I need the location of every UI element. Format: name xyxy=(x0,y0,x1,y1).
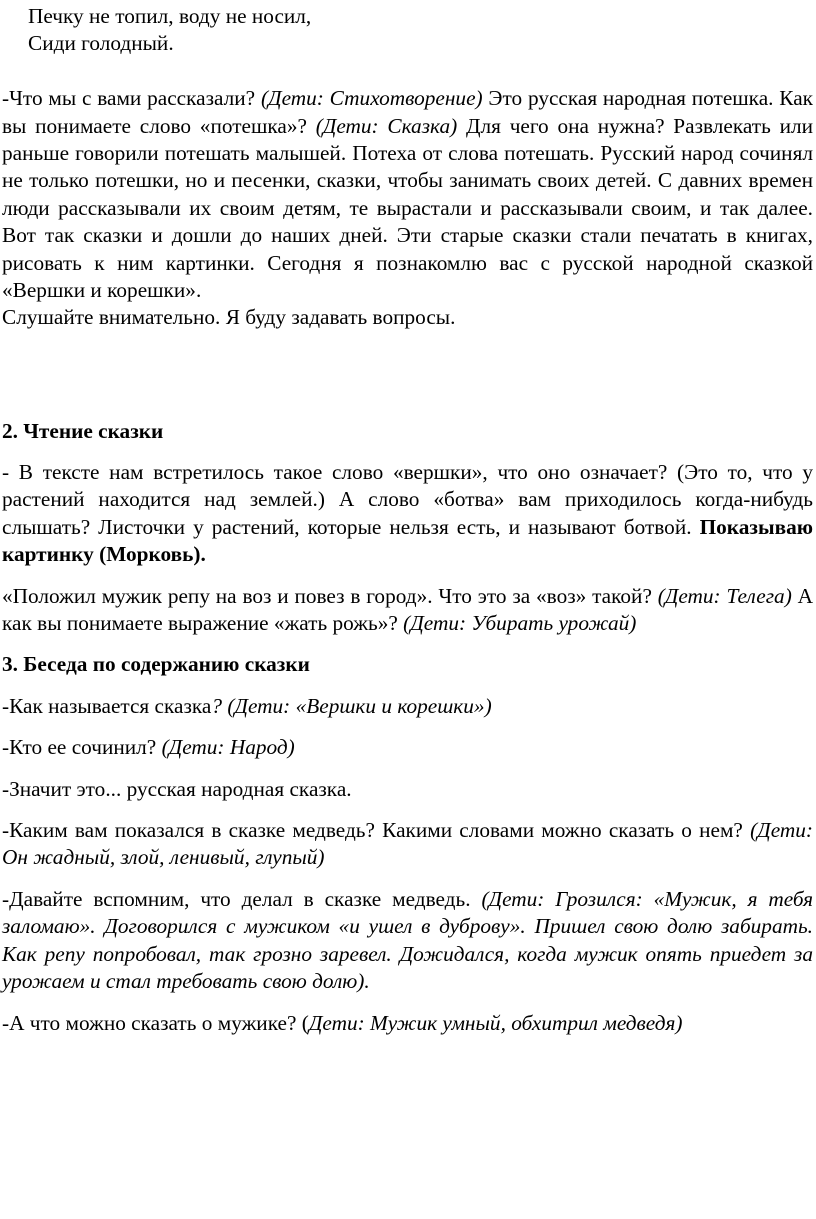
s2-p2-text-2: А как вы понимаете выражение «жать рожь»? xyxy=(2,583,813,636)
verse-block xyxy=(2,3,813,58)
section-2-paragraph-1 xyxy=(2,459,813,569)
s2-p1-text: - В тексте нам встретилось такое слово «вершки», что оно означает? (Это то, что у растений находится над землей.) А слово «ботва» вам приходилось когда-нибудь слышать? Листочки у растений, которые нельзя есть, и называют ботвой. xyxy=(2,460,813,539)
document-page xyxy=(2,0,813,1037)
q2-answer: (Дети: Народ) xyxy=(161,735,295,760)
section-3-heading: 3. Беседа по содержанию сказки xyxy=(2,652,310,677)
q4-answer: (Дети: Он жадный, злой, ленивый, глупый) xyxy=(2,818,813,870)
question-5 xyxy=(2,886,813,996)
intro-answer-1: (Дети: Стихотворение) xyxy=(260,86,483,111)
s2-p2-answer-1: (Дети: Телега) xyxy=(657,583,792,608)
s2-p1-bold: Показываю картинку (Морковь). xyxy=(2,514,813,567)
listen-line: Слушайте внимательно. Я буду задавать вопросы. xyxy=(2,305,456,330)
s2-p2-answer-2: (Дети: Убирать урожай) xyxy=(403,611,637,636)
section-2-paragraph-2 xyxy=(2,583,813,638)
q5-text: -Давайте вспомним, что делал в сказке медведь. xyxy=(2,886,482,911)
question-1 xyxy=(2,693,813,720)
intro-text-2: Это русская народная потешка. Как вы понимаете слово «потешка»? xyxy=(2,86,813,138)
intro-text-1: -Что мы с вами рассказали? xyxy=(2,86,261,111)
intro-answer-2: (Дети: Сказка) xyxy=(315,113,458,138)
q6-answer: Дети: Мужик умный, обхитрил медведя) xyxy=(308,1010,683,1035)
q5-answer: (Дети: Грозился: «Мужик, я тебя заломаю». Договорился с мужиком «и ушел в дуброву». Пришел свою долю забирать. Как репу попробовал, так грозно заревел. Дожидался, когда мужик опять приедет за урожаем и стал требовать свою долю). xyxy=(2,886,813,994)
question-4 xyxy=(2,817,813,872)
question-6 xyxy=(2,1010,813,1037)
q6-text: -А что можно сказать о мужике? ( xyxy=(2,1010,309,1035)
statement-3 xyxy=(2,776,813,803)
s2-p2-text-1: «Положил мужик репу на воз и повез в город». Что это за «воз» такой? xyxy=(2,583,658,608)
intro-text-3: Для чего она нужна? Развлекать или раньше говорили потешать малышей. Потеха от слова потешать. Русский народ сочинял не только потешки, но и песенки, сказки, чтобы занимать своих детей. С давних времен люди рассказывали их своим детям, те вырастали и рассказывали своим, и так далее. Вот так сказки и дошли до наших дней. Эти старые сказки стали печатать в книгах, рисовать к ним картинки. Сегодня я познакомлю вас с русской народной сказкой «Вершки и корешки». xyxy=(2,113,814,303)
verse-line-2: Сиди голодный. xyxy=(28,31,174,56)
question-2 xyxy=(2,734,813,761)
q3-text: -Значит это... русская народная сказка. xyxy=(2,776,352,801)
verse-line-1: Печку не топил, воду не носил, xyxy=(28,4,312,28)
q1-answer: ? (Дети: «Вершки и корешки») xyxy=(211,693,492,718)
section-2-heading: 2. Чтение сказки xyxy=(2,418,164,443)
q1-text: -Как называется сказка xyxy=(2,693,212,718)
intro-paragraph xyxy=(2,85,813,304)
q4-text: -Каким вам показался в сказке медведь? Какими словами можно сказать о нем? xyxy=(2,818,751,843)
q2-text: -Кто ее сочинил? xyxy=(2,735,162,760)
